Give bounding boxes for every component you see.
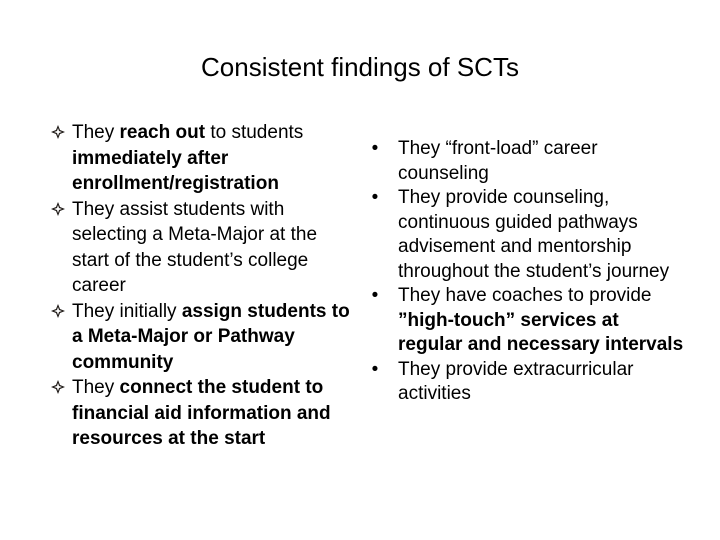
text-run: They assist students with selecting a Meta-Major at the start of the student’s college career [72, 198, 318, 296]
text-run: They initially [72, 300, 182, 322]
text-run: They have coaches to provide [398, 285, 652, 306]
round-bullet-icon: • [371, 358, 379, 380]
text-run-bold: assign students to a Meta-Major or Pathway community [72, 300, 350, 373]
text-run: They [72, 377, 120, 398]
left-bullet-item-3 [50, 299, 355, 376]
round-bullet-icon: • [371, 187, 379, 208]
diamond-bullet-icon [51, 380, 65, 394]
right-bullet-item-2 [368, 186, 688, 284]
text-run-bold: immediately after enrollment/registration [72, 147, 279, 194]
text-run: They provide counseling, continuous guided pathways advisement and mentorship throughout the student’s journey [398, 187, 670, 282]
left-column [50, 120, 355, 452]
round-bullet-icon: • [371, 285, 379, 306]
text-run: They “front-load” career counseling [398, 138, 598, 184]
text-run: They provide extracurricular activities [398, 358, 634, 404]
text-run-bold: reach out [119, 122, 206, 143]
text-run-bold: connect the student to financial aid information and resources at the start [72, 377, 331, 449]
diamond-bullet-icon [51, 125, 65, 139]
text-run-bold: ”high-touch” services at regular and necessary intervals [398, 309, 684, 355]
left-bullet-item-1 [50, 120, 355, 197]
left-bullet-item-4 [50, 375, 355, 452]
right-bullet-item-1 [368, 137, 688, 186]
text-run: to students [205, 122, 304, 143]
text-run: They [72, 122, 120, 143]
right-bullet-item-4 [368, 358, 688, 407]
right-column [368, 137, 688, 407]
left-bullet-item-2 [50, 197, 355, 299]
round-bullet-icon: • [371, 138, 379, 159]
left-bullet-list [50, 120, 355, 452]
right-bullet-list [368, 137, 688, 407]
diamond-bullet-icon [51, 202, 65, 216]
diamond-bullet-icon [51, 304, 65, 318]
slide-title: Consistent findings of SCTs [201, 52, 519, 82]
right-bullet-item-3 [368, 284, 688, 358]
